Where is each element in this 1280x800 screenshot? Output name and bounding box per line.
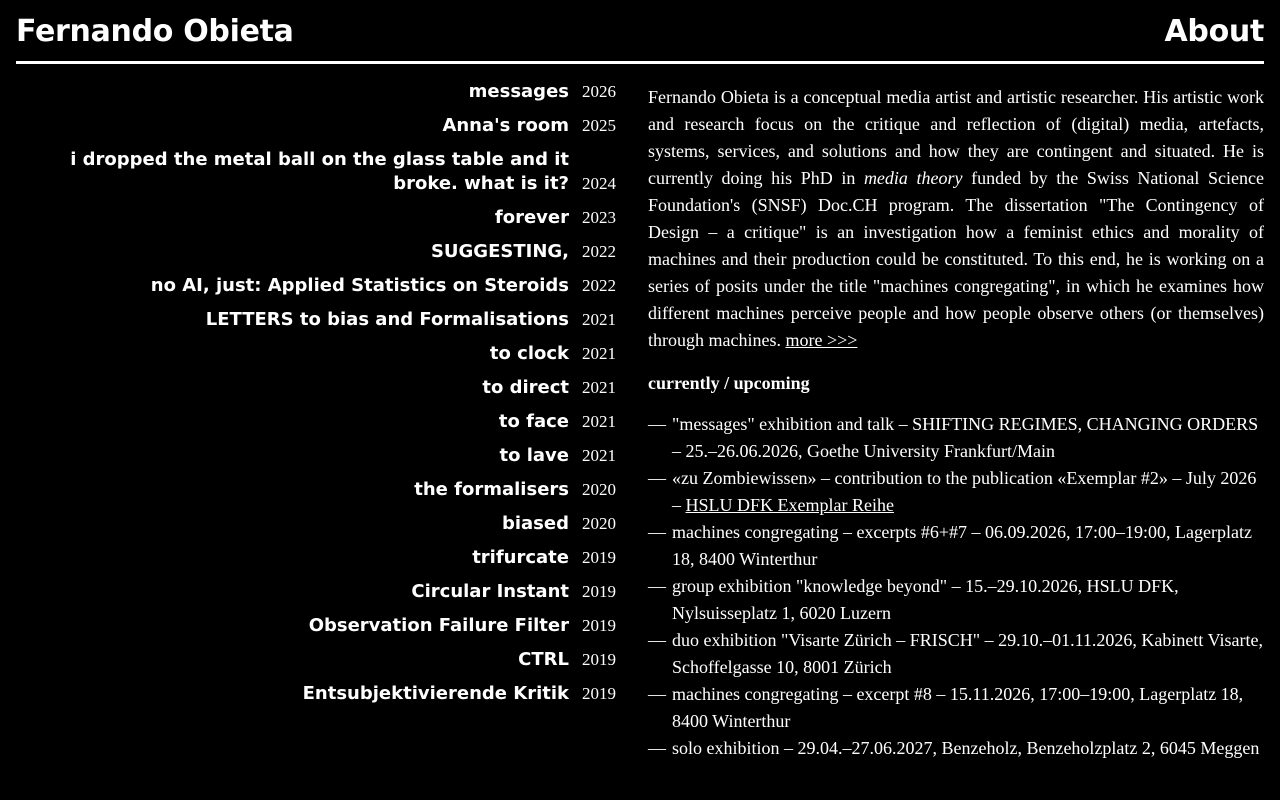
event-item (648, 411, 1264, 465)
work-year: 2019 (582, 650, 616, 669)
work-item[interactable] (16, 614, 616, 638)
work-item[interactable] (16, 682, 616, 706)
work-year: 2026 (582, 82, 616, 101)
work-year: 2023 (582, 208, 616, 227)
about-link[interactable]: About (1164, 14, 1264, 49)
work-item[interactable] (16, 580, 616, 604)
work-title[interactable]: i dropped the metal ball on the glass table and it broke. what is it? (70, 149, 569, 194)
work-item[interactable] (16, 80, 616, 104)
bio-paragraph (648, 84, 1264, 354)
work-item[interactable] (16, 478, 616, 502)
site-header (16, 0, 1264, 64)
work-year: 2022 (582, 276, 616, 295)
work-year: 2020 (582, 480, 616, 499)
work-title[interactable]: to direct (482, 377, 569, 398)
works-list (16, 80, 616, 716)
dash-bullet: — (648, 522, 666, 542)
work-item[interactable] (16, 512, 616, 536)
work-item[interactable] (16, 648, 616, 672)
bio-emphasis: media theory (863, 168, 963, 188)
work-item[interactable] (16, 308, 616, 332)
dash-bullet: — (648, 414, 666, 434)
work-title[interactable]: Observation Failure Filter (308, 615, 569, 636)
bio-text-continued: funded by the Swiss National Science Foundation's (SNSF) Doc.CH program. The dissertation "The Contingency of Design – a critique" is an investigation how a feminist ethics and morality of machines and their production could be constituted. To this end, he is working on a series of posits under the title "machines congregating", in which he examines how different machines perceive people and how people observe others (or themselves) through machines. (648, 168, 1264, 350)
work-title[interactable]: CTRL (518, 649, 569, 670)
work-title[interactable]: Anna's room (442, 115, 569, 136)
work-item[interactable] (16, 546, 616, 570)
work-year: 2022 (582, 242, 616, 261)
bio-text: Fernando Obieta is a conceptual media artist and artistic researcher. His artistic work and research focus on the critique and reflection of (digital) media, artefacts, systems, services, and solutions and how they are contingent and situated. He is currently doing his PhD in (648, 87, 1264, 188)
work-title[interactable]: trifurcate (472, 547, 569, 568)
events-list (648, 411, 1264, 762)
event-item (648, 627, 1264, 681)
about-section (648, 84, 1264, 762)
work-title[interactable]: Entsubjektivierende Kritik (302, 683, 569, 704)
work-item[interactable] (16, 376, 616, 400)
event-item (648, 573, 1264, 627)
work-title[interactable]: biased (501, 513, 569, 534)
work-item[interactable] (16, 114, 616, 138)
dash-bullet: — (648, 468, 666, 488)
work-title[interactable]: to lave (499, 445, 569, 466)
work-year: 2021 (582, 344, 616, 363)
event-text: solo exhibition – 29.04.–27.06.2027, Benzeholz, Benzeholzplatz 2, 6045 Meggen (672, 738, 1260, 758)
event-link[interactable]: HSLU DFK Exemplar Reihe (685, 495, 894, 515)
site-title-link[interactable]: Fernando Obieta (16, 14, 294, 49)
event-text: duo exhibition "Visarte Zürich – FRISCH" – 29.10.–01.11.2026, Kabinett Visarte, Schoffelgasse 10, 8001 Zürich (672, 630, 1263, 677)
work-title[interactable]: messages (468, 81, 569, 102)
work-year: 2021 (582, 310, 616, 329)
work-item[interactable] (16, 274, 616, 298)
work-title[interactable]: to clock (489, 343, 569, 364)
work-title[interactable]: SUGGESTING, (430, 241, 569, 262)
work-item[interactable] (16, 148, 616, 196)
work-title[interactable]: Circular Instant (411, 581, 569, 602)
event-text: group exhibition "knowledge beyond" – 15.–29.10.2026, HSLU DFK, Nylsuisseplatz 1, 6020 Luzern (672, 576, 1179, 623)
work-year: 2021 (582, 378, 616, 397)
work-item[interactable] (16, 240, 616, 264)
event-item (648, 519, 1264, 573)
work-item[interactable] (16, 206, 616, 230)
event-item (648, 735, 1264, 762)
event-text: machines congregating – excerpt #8 – 15.11.2026, 17:00–19:00, Lagerplatz 18, 8400 Winterthur (672, 684, 1244, 731)
dash-bullet: — (648, 684, 666, 704)
dash-bullet: — (648, 738, 666, 758)
work-year: 2019 (582, 582, 616, 601)
event-text: «zu Zombiewissen» – contribution to the publication «Exemplar #2» – July 2026 – (672, 468, 1257, 515)
event-text: "messages" exhibition and talk – SHIFTING REGIMES, CHANGING ORDERS – 25.–26.06.2026, Goethe University Frankfurt/Main (672, 414, 1259, 461)
work-title[interactable]: to face (498, 411, 569, 432)
work-title[interactable]: LETTERS to bias and Formalisations (205, 309, 569, 330)
work-year: 2021 (582, 446, 616, 465)
work-year: 2019 (582, 548, 616, 567)
work-year: 2024 (582, 174, 616, 193)
work-year: 2019 (582, 684, 616, 703)
work-year: 2025 (582, 116, 616, 135)
event-item (648, 465, 1264, 519)
work-item[interactable] (16, 410, 616, 434)
work-item[interactable] (16, 342, 616, 366)
work-title[interactable]: forever (494, 207, 569, 228)
work-year: 2021 (582, 412, 616, 431)
work-year: 2020 (582, 514, 616, 533)
event-item (648, 681, 1264, 735)
event-text: machines congregating – excerpts #6+#7 – 06.09.2026, 17:00–19:00, Lagerplatz 18, 8400 Winterthur (672, 522, 1253, 569)
dash-bullet: — (648, 576, 666, 596)
work-year: 2019 (582, 616, 616, 635)
upcoming-heading: currently / upcoming (648, 373, 810, 393)
more-link[interactable]: more >>> (785, 330, 858, 350)
work-title[interactable]: no AI, just: Applied Statistics on Steroids (150, 275, 569, 296)
work-item[interactable] (16, 444, 616, 468)
work-title[interactable]: the formalisers (414, 479, 569, 500)
dash-bullet: — (648, 630, 666, 650)
